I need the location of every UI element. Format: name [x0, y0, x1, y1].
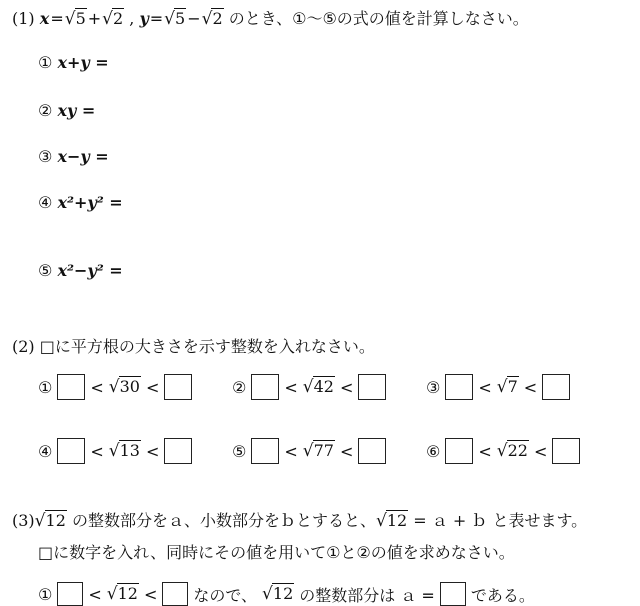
answer-box[interactable] [552, 438, 580, 464]
answer-box[interactable] [251, 374, 279, 400]
q2-item-5: ⑤ < √77 < [232, 438, 386, 464]
q2-label: (2) [12, 337, 35, 356]
answer-box[interactable] [57, 438, 85, 464]
answer-box[interactable] [57, 582, 83, 606]
answer-box[interactable] [57, 374, 85, 400]
sqrt5: √5 [64, 9, 86, 29]
q3-header: (3)√12 の整数部分をａ、小数部分をｂとすると、√12 = ａ + ｂ と表せます。 [12, 511, 588, 531]
q2-item-2: ② < √42 < [232, 374, 386, 400]
q2-item-3: ③ < √7 < [426, 374, 570, 400]
answer-box[interactable] [440, 582, 466, 606]
answer-box[interactable] [251, 438, 279, 464]
q2-item-1: ① < √30 < [38, 374, 192, 400]
y-var: y [139, 9, 149, 28]
q1-item-4: ④ x²+y² = [38, 193, 123, 212]
sqrt2: √2 [102, 9, 124, 29]
q2-item-6: ⑥ < √22 < [426, 438, 580, 464]
q1-item-2: ② xy = [38, 101, 96, 120]
q2-item-4: ④ < √13 < [38, 438, 192, 464]
answer-box[interactable] [445, 438, 473, 464]
q1-intro: のとき、①～⑤の式の値を計算しなさい。 [228, 9, 529, 28]
q1-label: (1) [12, 9, 35, 28]
q1-item-1: ① x+y = [38, 53, 109, 72]
q3-label: (3) [12, 511, 35, 530]
q1-item-3: ③ x−y = [38, 147, 109, 166]
answer-box[interactable] [162, 582, 188, 606]
q1-header: (1) x=√5 +√2 , y=√5 −√2 のとき、①～⑤の式の値を計算しなさい。 [12, 9, 529, 29]
answer-box[interactable] [358, 438, 386, 464]
answer-box[interactable] [164, 438, 192, 464]
q3-sub-1: ① < √12 < なので、 √12 の整数部分は ａ = である。 [38, 584, 535, 605]
q3-line2: □に数字を入れ、同時にその値を用いて①と②の値を求めなさい。 [38, 543, 515, 562]
q2-header [12, 336, 375, 358]
q1-item-5: ⑤ x²−y² = [38, 261, 123, 280]
answer-box[interactable] [542, 374, 570, 400]
answer-box[interactable] [445, 374, 473, 400]
answer-box[interactable] [358, 374, 386, 400]
answer-box[interactable] [164, 374, 192, 400]
x-var: x [39, 9, 50, 28]
q2-instruction: □に平方根の大きさを示す整数を入れなさい。 [39, 337, 375, 356]
